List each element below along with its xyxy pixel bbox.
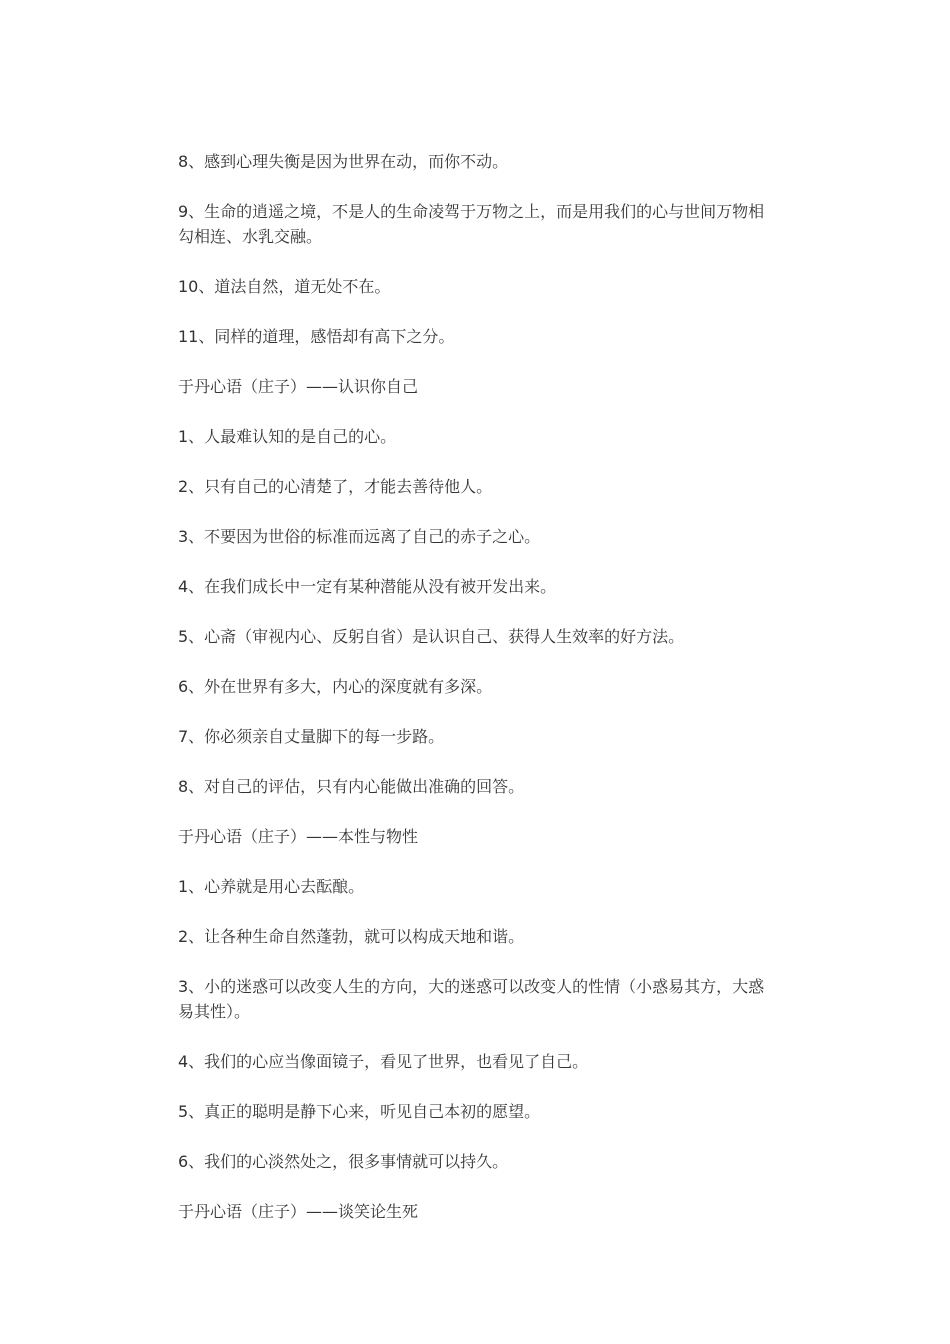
paragraph-item-1-nurture-heart: 1、心养就是用心去酝酿。 [178,877,365,896]
paragraph-item-6-inner-depth: 6、外在世界有多大，内心的深度就有多深。 [178,677,493,696]
paragraph-item-5-true-wisdom: 5、真正的聪明是静下心来，听见自己本初的愿望。 [178,1102,541,1121]
paragraph-item-4-mirror: 4、我们的心应当像面镜子，看见了世界，也看见了自己。 [178,1052,589,1071]
section-heading-know-yourself: 于丹心语（庄子）——认识你自己 [178,377,419,396]
paragraph-item-3-confusion: 3、小的迷惑可以改变人生的方向，大的迷惑可以改变人的性情（小惑易其方，大惑易其性）。 [178,977,765,1021]
paragraph-item-8-imbalance: 8、感到心理失衡是因为世界在动，而你不动。 [178,152,509,171]
paragraph-item-2-treat-others: 2、只有自己的心清楚了，才能去善待他人。 [178,477,493,496]
paragraph-item-6-calm-heart: 6、我们的心淡然处之，很多事情就可以持久。 [178,1152,509,1171]
paragraph-item-5-fasting-heart: 5、心斋（审视内心、反躬自省）是认识自己、获得人生效率的好方法。 [178,627,685,646]
paragraph-item-4-potential: 4、在我们成长中一定有某种潜能从没有被开发出来。 [178,577,557,596]
paragraph-item-7-every-step: 7、你必须亲自丈量脚下的每一步路。 [178,727,445,746]
section-heading-life-and-death: 于丹心语（庄子）——谈笑论生死 [178,1202,419,1221]
document-body [178,149,778,1249]
paragraph-item-1-know-heart: 1、人最难认知的是自己的心。 [178,427,397,446]
paragraph-item-8-self-evaluation: 8、对自己的评估，只有内心能做出准确的回答。 [178,777,525,796]
paragraph-item-10-dao-follows-nature: 10、道法自然，道无处不在。 [178,277,391,296]
section-heading-nature-and-things: 于丹心语（庄子）——本性与物性 [178,827,419,846]
paragraph-item-2-harmony: 2、让各种生命自然蓬勃，就可以构成天地和谐。 [178,927,525,946]
paragraph-item-3-innocent-heart: 3、不要因为世俗的标准而远离了自己的赤子之心。 [178,527,541,546]
paragraph-item-11-same-truth: 11、同样的道理，感悟却有高下之分。 [178,327,455,346]
paragraph-item-9-carefree-realm: 9、生命的逍遥之境，不是人的生命凌驾于万物之上，而是用我们的心与世间万物相勾相连、水乳交融。 [178,202,765,246]
